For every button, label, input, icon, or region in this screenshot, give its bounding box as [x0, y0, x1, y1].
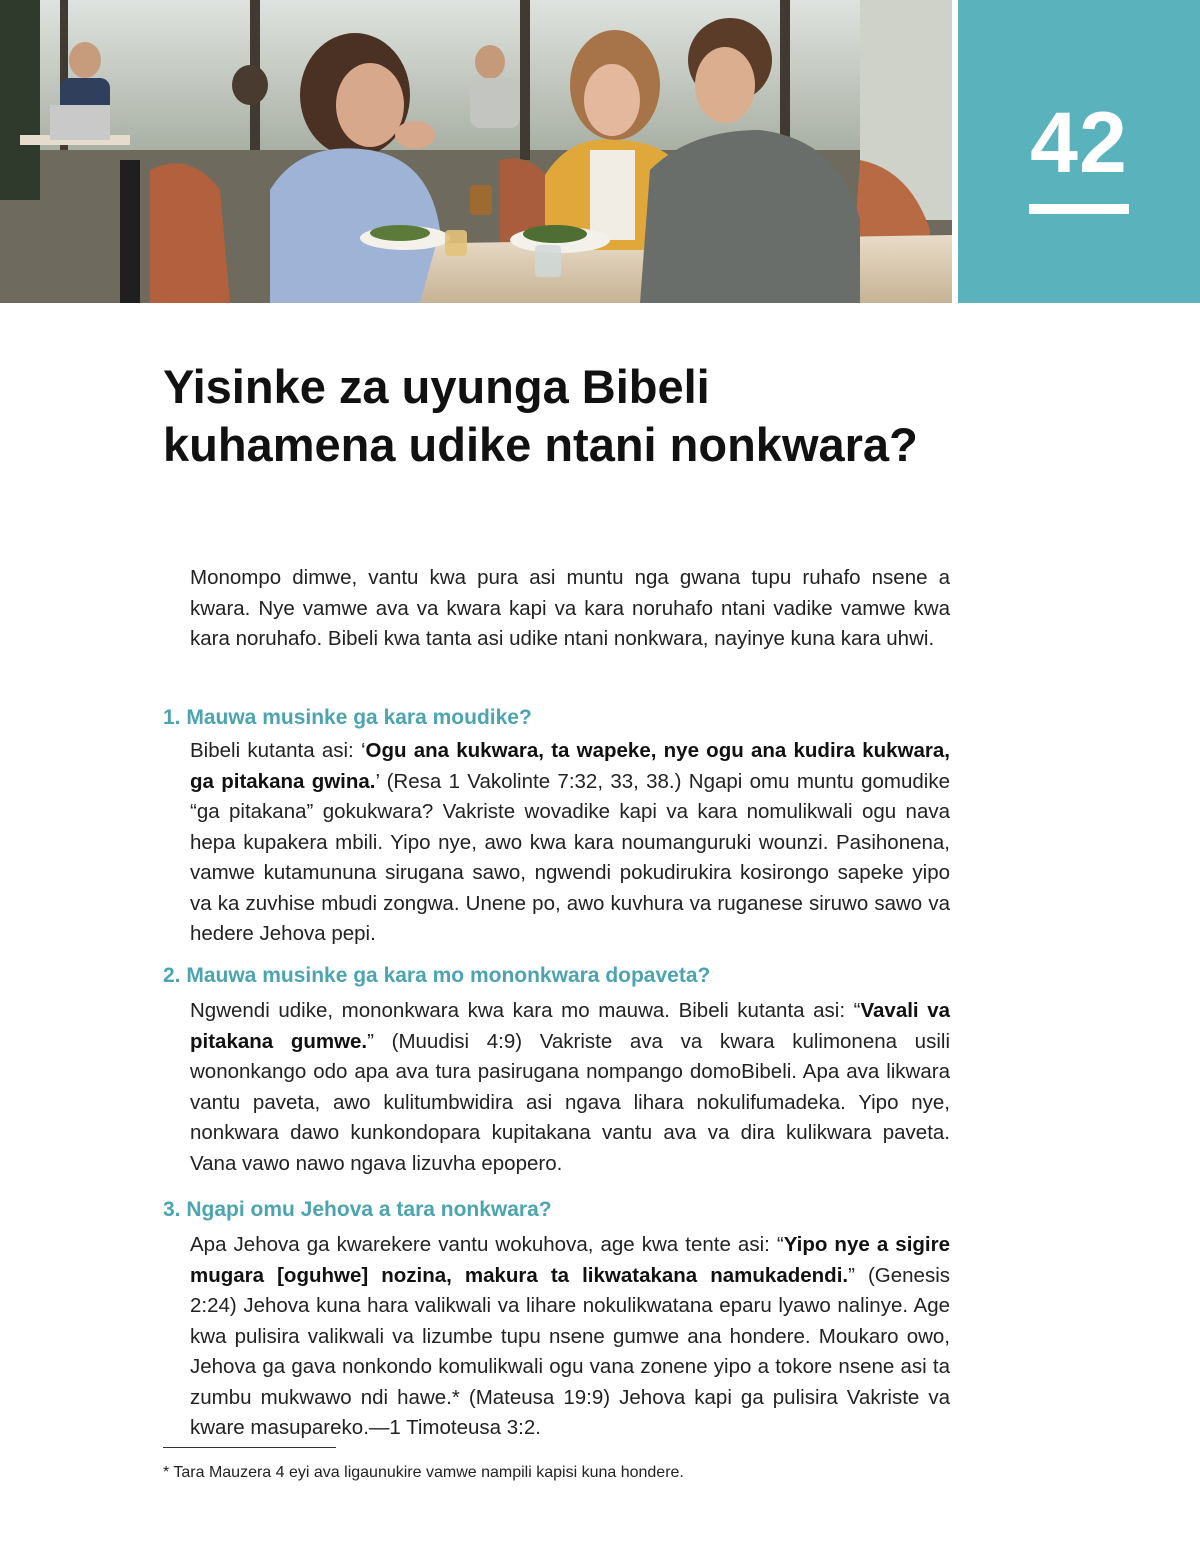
section-3-text-after: ” (Genesis 2:24) Jehova kuna hara valikwali va lihare nokulikwatana eparu lyawo nalinye. Age kwa pulisira valikwali va lizumbe tupu nsene gumwe ana hondere. Moukaro owo, Jehova ga gava nonkondo komulikwali ogu vana zonene yipo a tokore nsene asi ta zumbu mukwawo ndi hawe.* (Mateusa 19:9) Jehova kapi ga pulisira Vakriste va kware masupareko.—1 Timoteusa 3:2. — [190, 1263, 950, 1439]
section-2-quote: Vavali va pitakana gumwe. — [190, 999, 950, 1053]
section-2-text-after: ” (Muudisi 4:9) Vakriste ava va kwara kulimonena usili wononkango odo apa ava tura pasirugana nompango domoBibeli. Apa ava likwara vantu paveta, awo kulitumbwidira asi ngava lihara nokulifumadeka. Yipo nye, nonkwara dawo kunkondopara kupitakana vantu ava va dira kulikwara paveta. Vana vawo nawo ngava lizuvha epopero. — [190, 1029, 950, 1175]
question-heading-3: 3. Ngapi omu Jehova a tara nonkwara? — [163, 1198, 552, 1221]
header-photo — [0, 0, 952, 303]
chapter-number-box — [958, 0, 1200, 303]
section-3-paragraph — [190, 1230, 950, 1444]
question-heading-1: 1. Mauwa musinke ga kara moudike? — [163, 706, 532, 729]
section-3-quote: Yipo nye a sigire mugara [oguhwe] nozina, makura ta likwatakana namukadendi. — [190, 1233, 950, 1287]
intro-paragraph: Monompo dimwe, vantu kwa pura asi muntu nga gwana tupu ruhafo nsene a kwara. Nye vamwe ava va kwara kapi va kara noruhafo ntani vadike vamwe kwa kara noruhafo. Bibeli kwa tanta asi udike ntani nonkwara, nayinye kuna kara uhwi. — [190, 566, 950, 650]
question-heading-2: 2. Mauwa musinke ga kara mo mononkwara dopaveta? — [163, 964, 711, 987]
section-1-quote: Ogu ana kukwara, ta wapeke, nye ogu ana kudira kukwara, ga pitakana gwina. — [190, 739, 950, 793]
section-1-text-before: Bibeli kutanta asi: ‘ — [190, 739, 366, 762]
section-2-text-before: Ngwendi udike, mononkwara kwa kara mo mauwa. Bibeli kutanta asi: “ — [190, 999, 861, 1022]
cafe-scene-image — [0, 0, 952, 303]
chapter-underline — [1029, 204, 1129, 214]
footnote-divider — [163, 1447, 336, 1448]
chapter-number: 42 — [1030, 95, 1128, 191]
page-title: Yisinke za uyunga Bibeli kuhamena udike ntani nonkwara? — [163, 360, 918, 471]
section-1-text-after: ’ (Resa 1 Vakolinte 7:32, 33, 38.) Ngapi omu muntu gomudike “ga pitakana” gokukwara? Vakriste wovadike kapi va kara nomulikwali ogu nava hepa kupakera mbili. Yipo nye, awo kwa kara noumanguruki wounzi. Pasihonena, vamwe kutamununa sirugana sawo, ngwendi pokudirukira kosirongo sapeke yipo va ka zuvhise mbudi zongwa. Unene po, awo kuvhura va ruganese siruwo sawo va hedere Jehova pepi. — [190, 769, 950, 945]
section-3-text-before: Apa Jehova ga kwarekere vantu wokuhova, age kwa tente asi: “ — [190, 1233, 784, 1256]
footnote: * Tara Mauzera 4 eyi ava ligaunukire vamwe nampili kapisi kuna hondere. — [163, 1464, 684, 1481]
section-1-paragraph — [190, 736, 950, 950]
section-2-paragraph — [190, 996, 950, 1179]
